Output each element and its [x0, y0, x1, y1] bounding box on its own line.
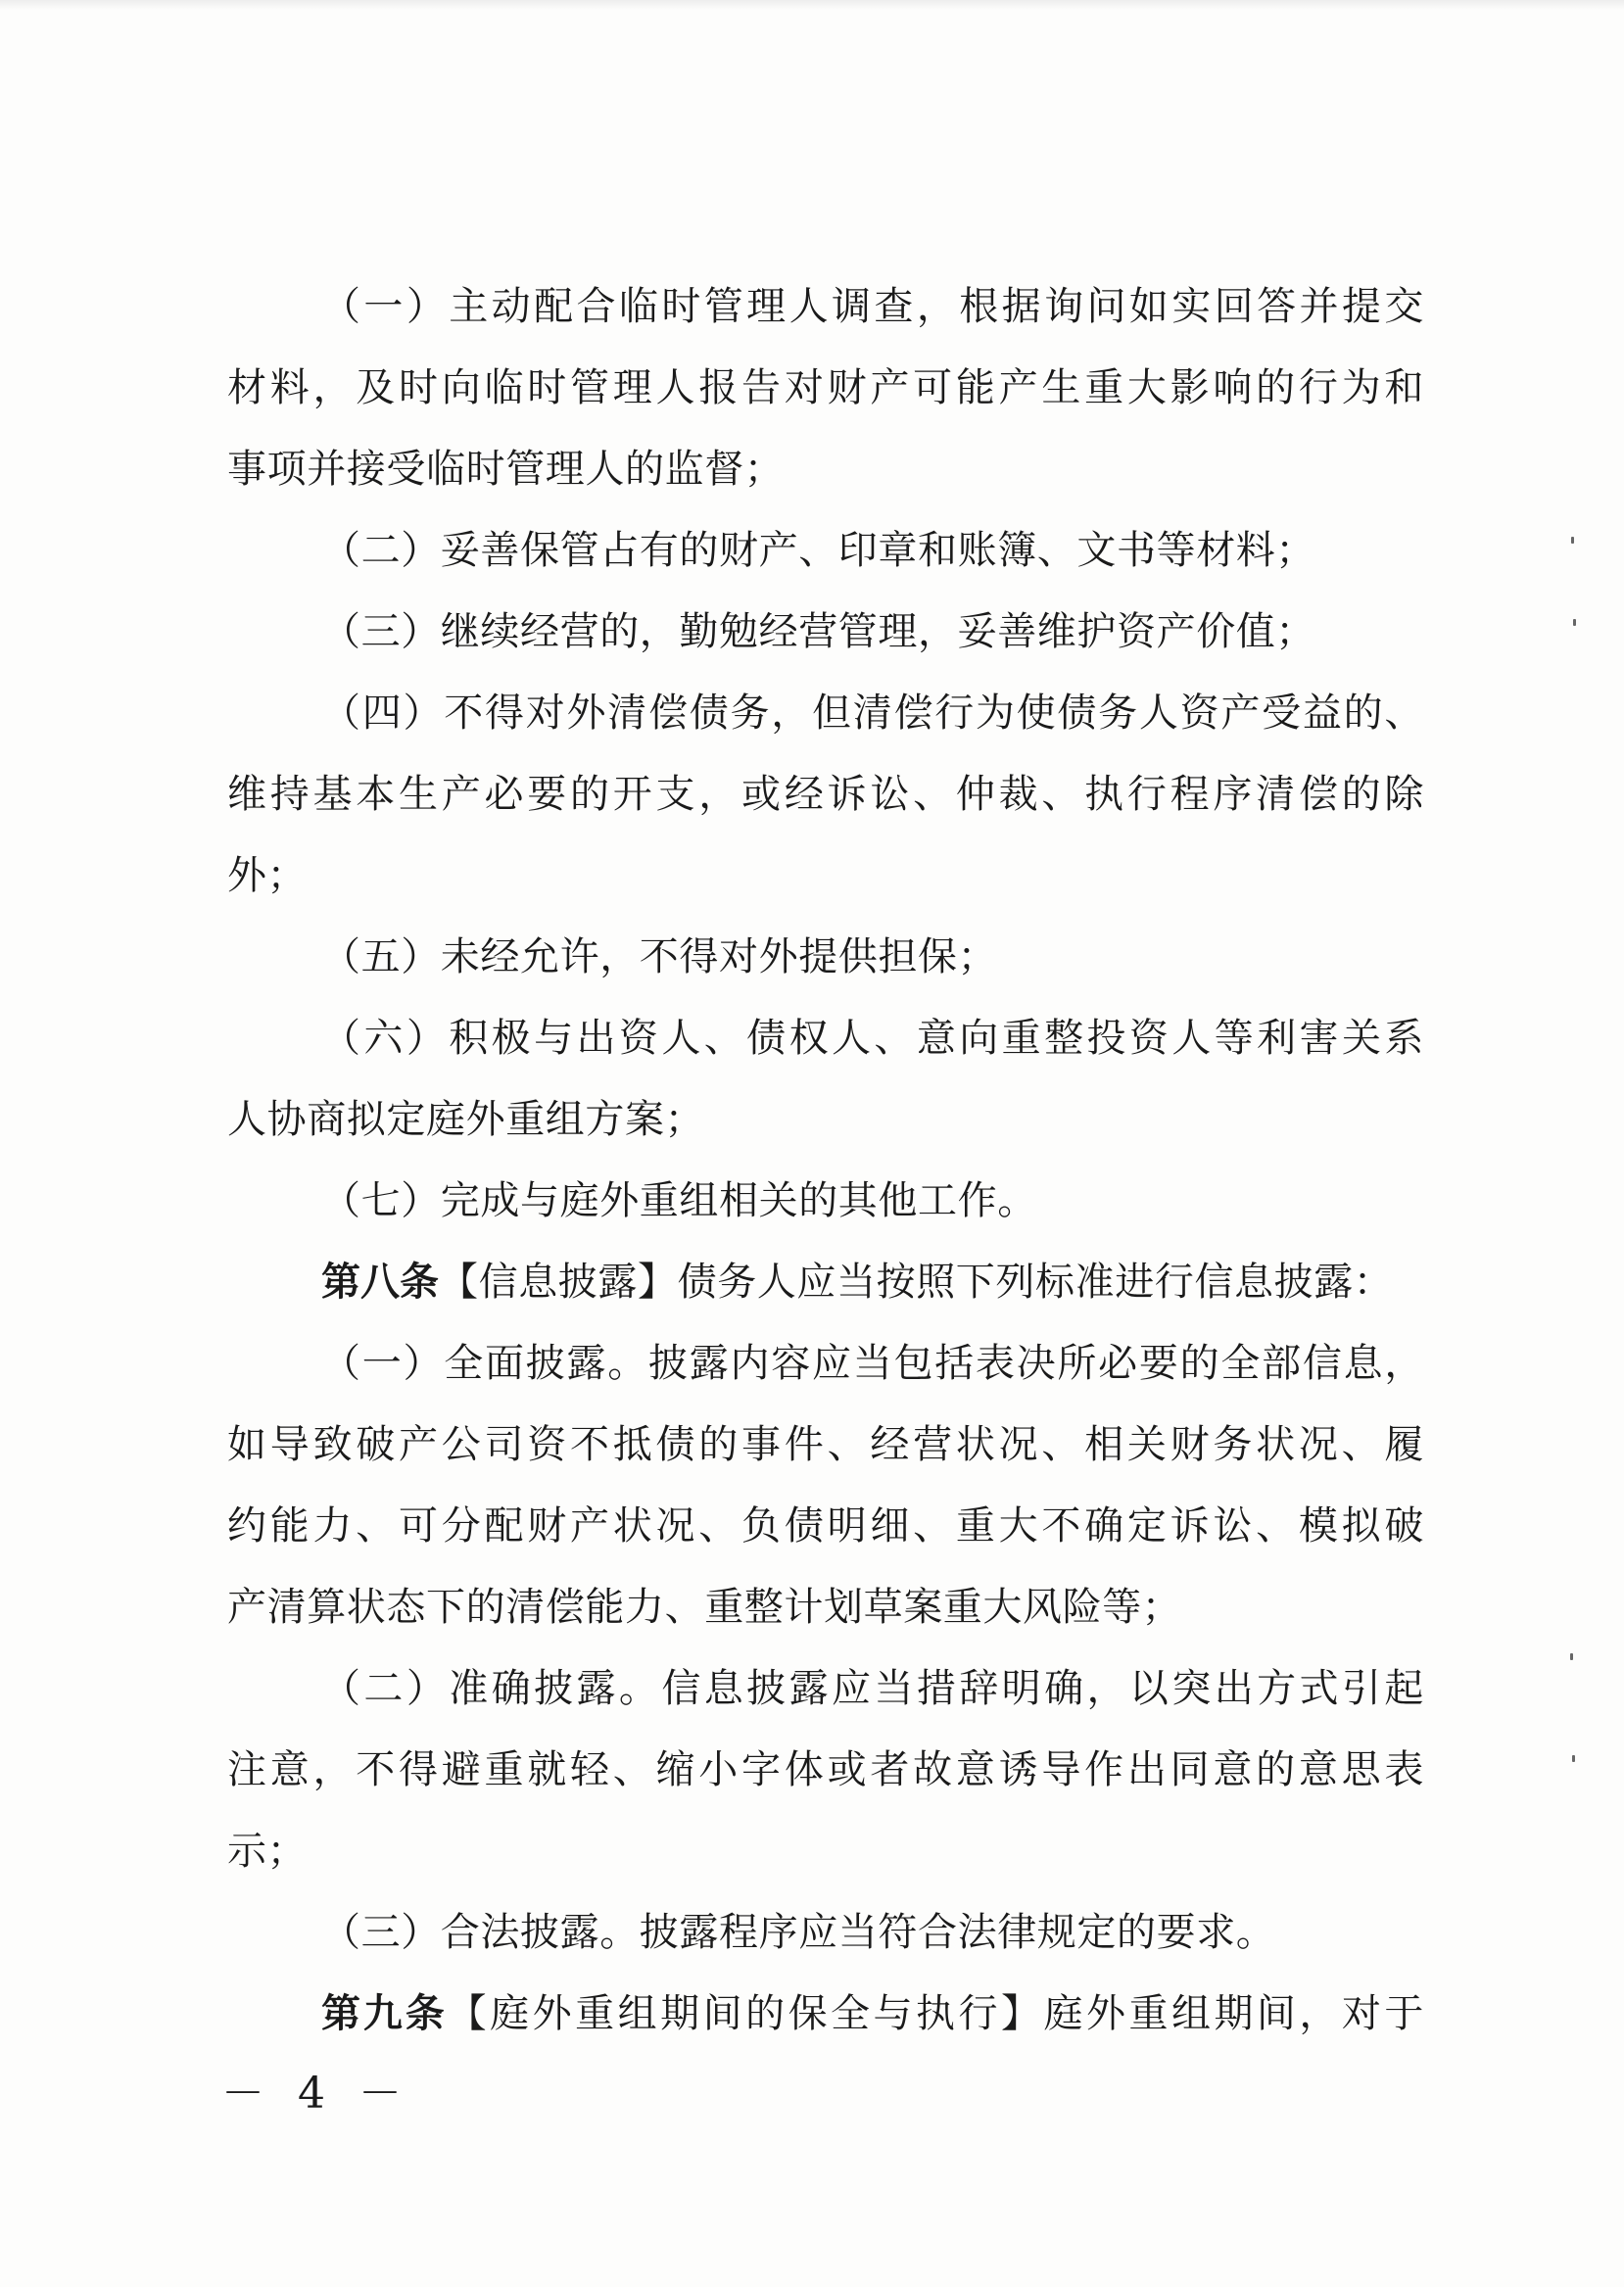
- document-body: [227, 266, 1424, 2055]
- paragraph-line: （二）准确披露。信息披露应当措辞明确，以突出方式引起: [321, 1666, 1424, 1711]
- paragraph-line: （六）积极与出资人、债权人、意向重整投资人等利害关系: [321, 1016, 1424, 1061]
- paragraph-line: （五）未经允许，不得对外提供担保；: [321, 934, 998, 979]
- paragraph-line: 约能力、可分配财产状况、负债明细、重大不确定诉讼、模拟破: [227, 1503, 1424, 1548]
- article-8-text: 【信息披露】债务人应当按照下列标准进行信息披露：: [439, 1260, 1394, 1305]
- paragraph-line: 事项并接受临时管理人的监督；: [227, 447, 785, 492]
- article-9-heading-line: [227, 1974, 1424, 2055]
- article-8-heading-line: [227, 1242, 1424, 1323]
- paragraph-line: 注意，不得避重就轻、缩小字体或者故意诱导作出同意的意思表: [227, 1747, 1424, 1792]
- paragraph-line: （七）完成与庭外重组相关的其他工作。: [321, 1178, 1037, 1223]
- article-9-text: 【庭外重组期间的保全与执行】庭外重组期间，对于: [447, 1991, 1424, 2036]
- paragraph-line: （四）不得对外清偿债务，但清偿行为使债务人资产受益的、: [321, 691, 1424, 736]
- paragraph-line: 如导致破产公司资不抵债的事件、经营状况、相关财务状况、履: [227, 1422, 1424, 1467]
- article-9-label: 第九条: [321, 1991, 448, 2036]
- paragraph-line: （二）妥善保管占有的财产、印章和账簿、文书等材料；: [321, 528, 1315, 573]
- scan-edge-shadow: [0, 0, 1624, 10]
- paragraph-line: （三）合法披露。披露程序应当符合法律规定的要求。: [321, 1910, 1276, 1955]
- article-8-label: 第八条: [321, 1260, 439, 1305]
- scan-speck: [1573, 619, 1576, 626]
- scan-speck: [1570, 1653, 1573, 1660]
- page-number: － 4 －: [221, 2069, 411, 2119]
- paragraph-line: 示；: [227, 1829, 308, 1874]
- scan-speck: [1571, 537, 1574, 544]
- paragraph-line: 外；: [227, 853, 308, 898]
- paragraph-line: 产清算状态下的清偿能力、重整计划草案重大风险等；: [227, 1585, 1182, 1630]
- scan-speck: [1572, 1755, 1575, 1762]
- paragraph-line: （三）继续经营的，勤勉经营管理，妥善维护资产价值；: [321, 609, 1315, 654]
- paragraph-line: 材料，及时向临时管理人报告对财产可能产生重大影响的行为和: [227, 365, 1424, 410]
- paragraph-line: 维持基本生产必要的开支，或经诉讼、仲裁、执行程序清偿的除: [227, 772, 1424, 817]
- paragraph-line: （一）主动配合临时管理人调查，根据询问如实回答并提交: [321, 284, 1424, 329]
- paragraph-line: （一）全面披露。披露内容应当包括表决所必要的全部信息，: [321, 1341, 1424, 1386]
- paragraph-line: 人协商拟定庭外重组方案；: [227, 1097, 705, 1142]
